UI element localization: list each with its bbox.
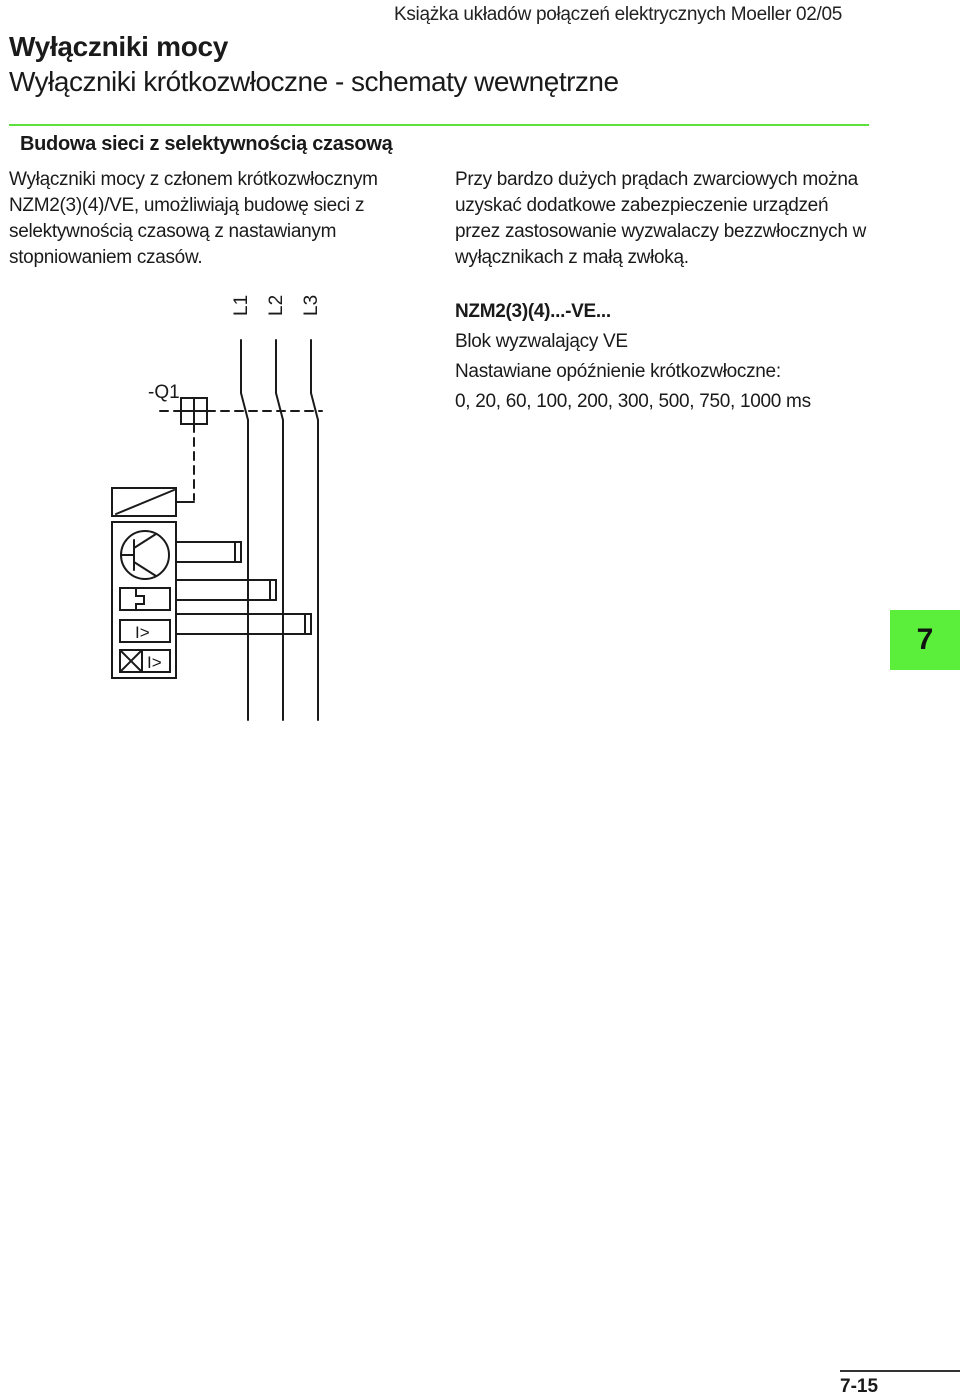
running-head: Książka układów połączeń elektrycznych Moeller 02/05 [393, 4, 842, 25]
footer-divider [840, 1370, 960, 1372]
header-divider [9, 124, 869, 126]
right-paragraph: Przy bardzo dużych prądach zwarciowych można uzyskać dodatkowe zabezpieczenie urządzeń przez zastosowanie wyzwalaczy bezzwłocznych w wyłącznikach z małą zwłoką. [455, 169, 866, 268]
instantaneous-release [120, 650, 170, 672]
spec-trip-block: Blok wyzwalający VE [455, 331, 628, 352]
phase-label-l3: L3 [301, 294, 322, 316]
phase-label-l2: L2 [266, 294, 287, 316]
chapter-tab: 7 [890, 610, 960, 670]
spec-delay-values: 0, 20, 60, 100, 200, 300, 500, 750, 1000 ms [455, 391, 811, 412]
sensor-l2 [176, 580, 276, 600]
page-subtitle: Wyłączniki krótkozwłoczne - schematy wewnętrzne [9, 66, 619, 97]
device-label: -Q1 [148, 382, 180, 403]
contact-l1 [241, 393, 248, 420]
page-title: Wyłączniki mocy [9, 31, 229, 62]
contact-l3 [311, 393, 318, 420]
spec-delay-label: Nastawiane opóźnienie krótkozwłoczne: [455, 361, 781, 382]
left-paragraph: Wyłączniki mocy z członem krótkozwłocznym NZM2(3)(4)/VE, umożliwiają budowę sieci z selektywnością czasową z nastawianym stopniowaniem czasów. [9, 169, 378, 268]
contact-l2 [276, 393, 283, 420]
section-heading: Budowa sieci z selektywnością czasową [20, 133, 393, 155]
page-number: 7-15 [840, 1376, 879, 1397]
instantaneous-label: I> [147, 653, 162, 672]
overcurrent-label: I> [135, 623, 150, 642]
spec-block [455, 297, 875, 417]
phase-label-l1: L1 [231, 294, 252, 316]
sensor-l3 [176, 614, 311, 634]
spec-model: NZM2(3)(4)...-VE... [455, 301, 611, 322]
circuit-schematic [100, 290, 340, 730]
sensor-l1 [176, 542, 241, 562]
